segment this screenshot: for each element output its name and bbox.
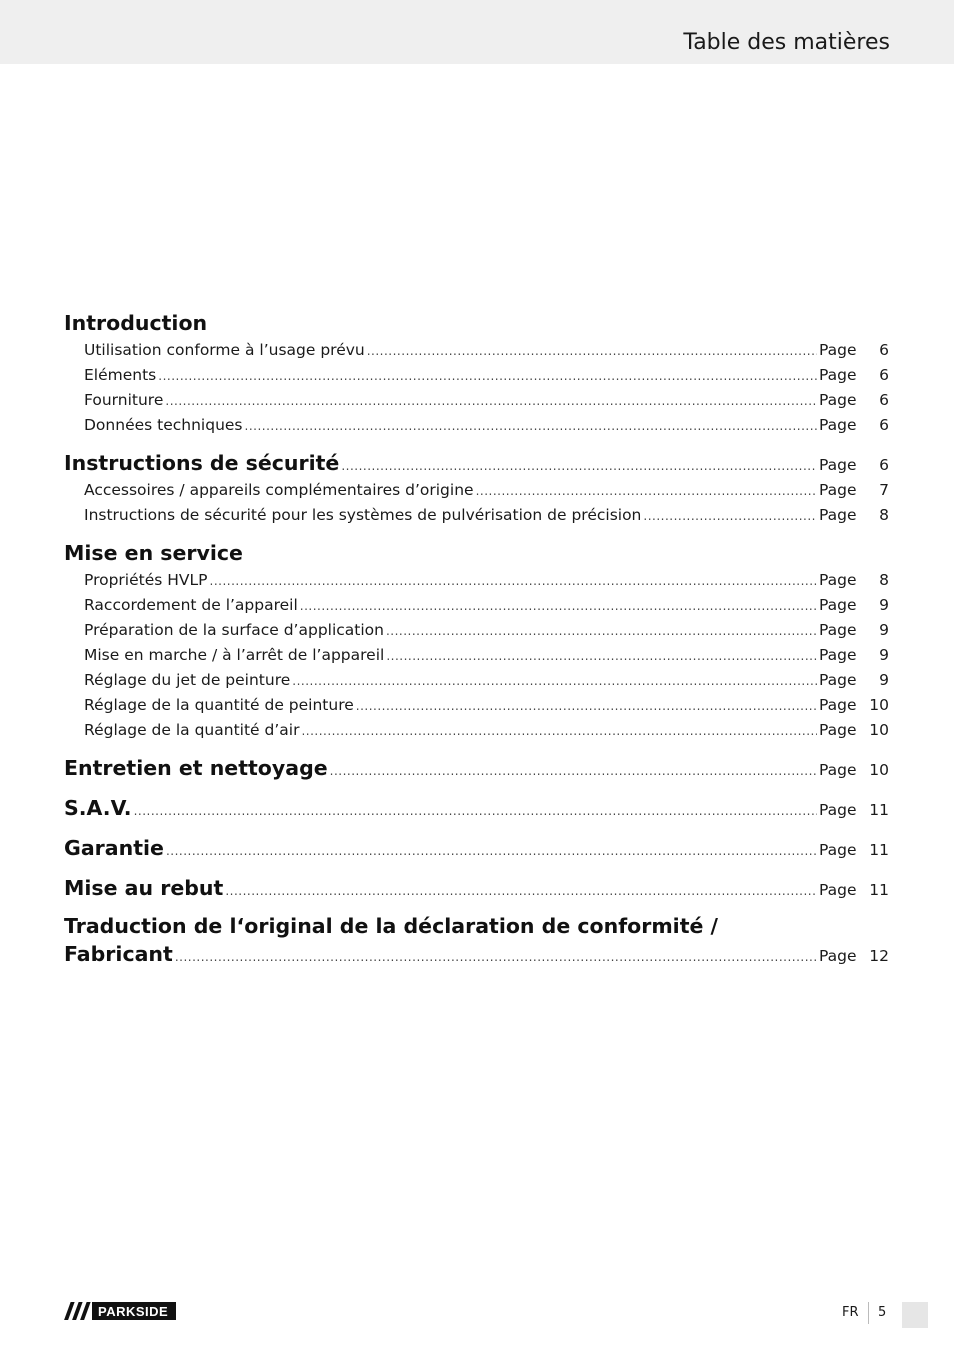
toc-entry[interactable]: [64, 363, 889, 388]
page-number: 11: [869, 841, 889, 859]
toc-entry-label: Utilisation conforme à l’usage prévu: [84, 341, 365, 359]
dot-leader: [165, 389, 817, 414]
dot-leader: [245, 414, 817, 439]
page-number: 6: [879, 456, 889, 474]
toc-section-declaration: [64, 913, 889, 969]
toc-entry-label: Réglage de la quantité de peinture: [84, 696, 354, 714]
page-number: 9: [879, 671, 889, 689]
dot-leader: [330, 756, 817, 786]
dot-leader: [300, 594, 817, 619]
toc-entry-label: Mise en marche / à l’arrêt de l’appareil: [84, 646, 385, 664]
page-word: Page: [819, 621, 857, 639]
page-number: 10: [869, 696, 889, 714]
dot-leader: [386, 619, 817, 644]
page-word: Page: [819, 721, 857, 739]
toc-section-entretien: [64, 753, 889, 783]
page-word: Page: [819, 341, 857, 359]
page-number: 7: [879, 481, 889, 499]
toc-entry-label: Instructions de sécurité pour les systèmes de pulvérisation de précision: [84, 506, 642, 524]
toc-section-entry[interactable]: [64, 833, 889, 863]
toc-section-introduction: [64, 308, 889, 438]
page-number: 11: [869, 881, 889, 899]
dot-leader: [367, 339, 817, 364]
dot-leader: [134, 796, 817, 826]
dot-leader: [356, 694, 817, 719]
toc-entry[interactable]: [64, 388, 889, 413]
toc-section-securite: [64, 448, 889, 528]
section-title: Introduction: [64, 311, 208, 335]
toc-entry[interactable]: [64, 668, 889, 693]
dot-leader: [643, 504, 817, 529]
page-number: 6: [879, 341, 889, 359]
toc-entry-label: Préparation de la surface d’application: [84, 621, 384, 639]
page-word: Page: [819, 391, 857, 409]
section-title-continued: Fabricant: [64, 942, 173, 966]
page-word: Page: [819, 456, 857, 474]
page-word: Page: [819, 571, 857, 589]
toc-entry[interactable]: [64, 478, 889, 503]
page-number: 8: [879, 506, 889, 524]
page-number: 6: [879, 416, 889, 434]
toc-entry[interactable]: [64, 568, 889, 593]
dot-leader: [341, 451, 817, 481]
section-title: Instructions de sécurité: [64, 451, 340, 475]
page-word: Page: [819, 416, 857, 434]
toc-entry-label: Fourniture: [84, 391, 164, 409]
page-word: Page: [819, 841, 857, 859]
page-word: Page: [819, 761, 857, 779]
page-title: Table des matières: [683, 30, 890, 55]
toc-section-rebut: [64, 873, 889, 903]
page-number: 11: [869, 801, 889, 819]
toc-entry[interactable]: [64, 503, 889, 528]
toc-entry-label: Réglage du jet de peinture: [84, 671, 291, 689]
page-number: 8: [879, 571, 889, 589]
page-number-footer: 5: [878, 1305, 887, 1320]
parkside-logo: [64, 1302, 176, 1320]
page-word: Page: [819, 801, 857, 819]
page-number: 10: [869, 721, 889, 739]
page-number: 9: [879, 621, 889, 639]
footer-divider: [868, 1302, 869, 1324]
page-number: 6: [879, 366, 889, 384]
toc-section-entry[interactable]: [64, 448, 889, 478]
page-number: 12: [869, 947, 889, 965]
page-word: Page: [819, 671, 857, 689]
dot-leader: [292, 669, 817, 694]
section-title: Entretien et nettoyage: [64, 756, 328, 780]
logo-stripes-icon: [64, 1302, 92, 1320]
toc-entry[interactable]: [64, 643, 889, 668]
toc-entry[interactable]: [64, 413, 889, 438]
section-title: Mise au rebut: [64, 876, 224, 900]
page-number: 9: [879, 646, 889, 664]
section-title: Mise en service: [64, 541, 243, 565]
toc-entry-label: Réglage de la quantité d’air: [84, 721, 300, 739]
toc-section-entry[interactable]: [64, 753, 889, 783]
page-word: Page: [819, 881, 857, 899]
page-number: 6: [879, 391, 889, 409]
page-word: Page: [819, 646, 857, 664]
page-word: Page: [819, 366, 857, 384]
dot-leader: [175, 942, 817, 972]
brand-name: PARKSIDE: [98, 1303, 169, 1319]
toc-section-garantie: [64, 833, 889, 863]
dot-leader: [158, 364, 817, 389]
language-code: FR: [842, 1305, 859, 1320]
page-word: Page: [819, 506, 857, 524]
dot-leader: [386, 644, 817, 669]
table-of-contents: [64, 308, 889, 979]
toc-entry[interactable]: [64, 718, 889, 743]
page-word: Page: [819, 596, 857, 614]
footer-tab-marker: [902, 1302, 928, 1328]
toc-entry[interactable]: [64, 593, 889, 618]
toc-section-entry[interactable]: [64, 873, 889, 903]
page-number: 9: [879, 596, 889, 614]
toc-entry-label: Eléments: [84, 366, 157, 384]
dot-leader: [210, 569, 817, 594]
toc-entry[interactable]: [64, 618, 889, 643]
page-word: Page: [819, 696, 857, 714]
toc-section-mise-en-service: [64, 538, 889, 743]
toc-entry-label: Données techniques: [84, 416, 243, 434]
page-word: Page: [819, 947, 857, 965]
toc-section-entry[interactable]: [64, 939, 889, 969]
toc-entry[interactable]: [64, 693, 889, 718]
dot-leader: [166, 836, 817, 866]
section-title: Garantie: [64, 836, 164, 860]
toc-entry-label: Accessoires / appareils complémentaires d’origine: [84, 481, 474, 499]
section-title: S.A.V.: [64, 796, 132, 820]
toc-entry-label: Propriétés HVLP: [84, 571, 208, 589]
toc-section-entry[interactable]: [64, 793, 889, 823]
dot-leader: [476, 479, 817, 504]
dot-leader: [225, 876, 817, 906]
dot-leader: [301, 719, 817, 744]
toc-entry[interactable]: [64, 338, 889, 363]
section-title: Traduction de l‘original de la déclaration de conformité /: [64, 914, 719, 938]
page-word: Page: [819, 481, 857, 499]
toc-section-sav: [64, 793, 889, 823]
page-number: 10: [869, 761, 889, 779]
toc-entry-label: Raccordement de l’appareil: [84, 596, 298, 614]
